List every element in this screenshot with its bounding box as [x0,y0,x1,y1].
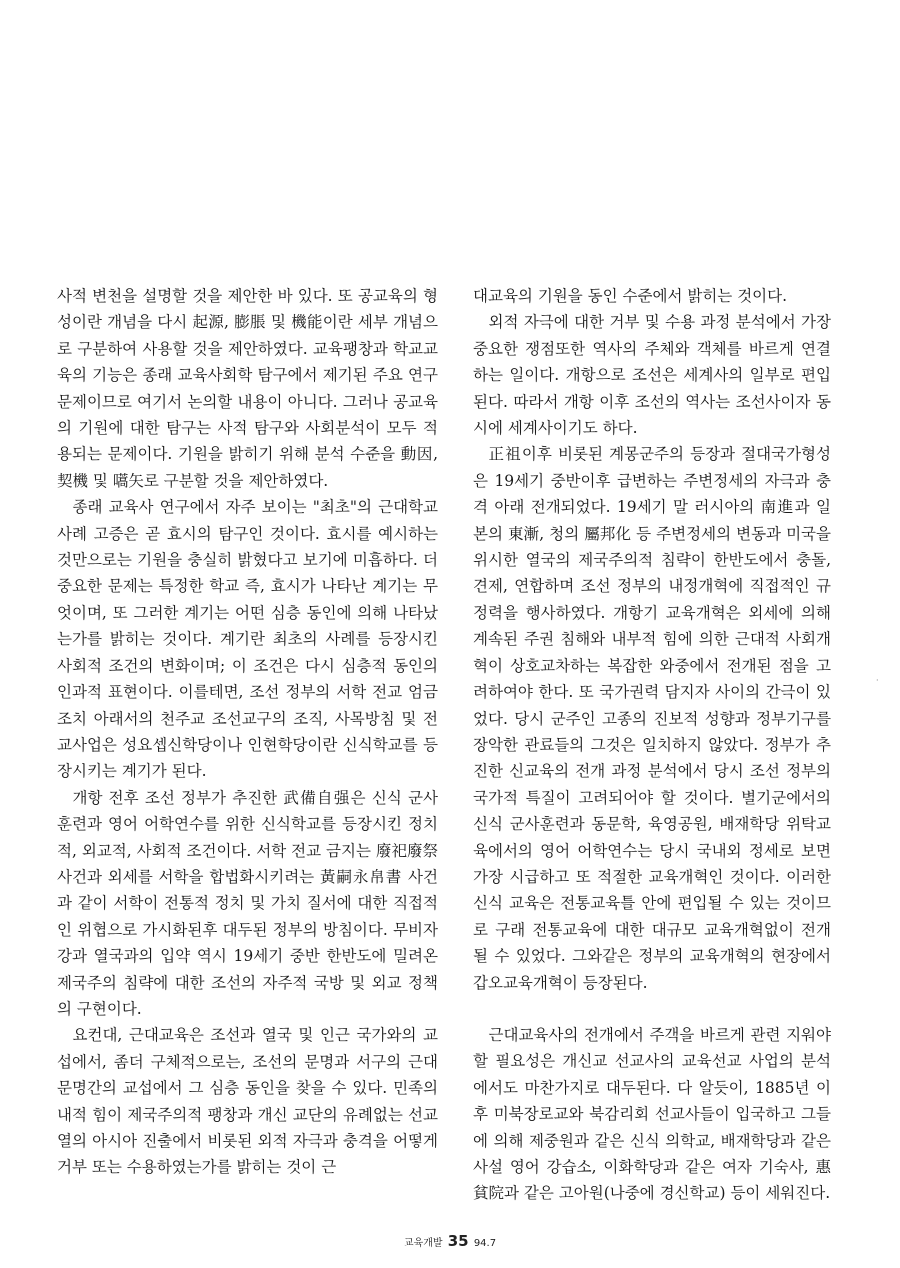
paragraph: 종래 교육사 연구에서 자주 보이는 "최초"의 근대학교 사례 고증은 곧 효시의 탐구인 것이다. 효시를 예시하는 것만으로는 기원을 충실히 밝혔다고 보기에 미흡하다. 더 중요한 문제는 특정한 학교 즉, 효시가 나타난 계기는 무엇이며, 또 그러한 계기는 어떤 심층 동인에 의해 나타났는가를 밝히는 것이다. 계기란 최초의 사례를 등장시킨 사회적 조건의 변화이며; 이 조건은 다시 심층적 동인의 인과적 표현이다. 이를테면, 조선 정부의 서학 전교 엄금 조치 아래서의 천주교 조선교구의 조직, 사목방침 및 전교사업은 성요셉신학당이나 인현학당이란 신식학교를 등장시키는 계기가 된다. [57,498,438,781]
paragraph: 대교육의 기원을 동인 수준에서 밝히는 것이다. [473,287,788,305]
page-footer [0,1232,900,1250]
paragraph: 근대교육사의 전개에서 주객을 바르게 관련 지워야할 필요성은 개신교 선교사의 교육선교 사업의 분석에서도 마찬가지로 대두된다. 다 알듯이, 1885년 이후 미북장로교와 북감리회 선교사들이 입국하고 그들에 의해 제중원과 같은 신식 의학교, 배재학당과 같은 사설 영어 강습소, 이화학당과 같은 여자 기숙사, 惠貧院과 같은 고아원(나중에 경신학교) 등이 세워진다. [473,1025,831,1203]
paragraph: 사적 변천을 설명할 것을 제안한 바 있다. 또 공교육의 형성이란 개념을 다시 起源, 膨脹 및 機能이란 세부 개념으로 구분하여 사용할 것을 제안하였다. 교육팽창과 학교교육의 기능은 종래 교육사회학 탐구에서 제기된 주요 연구 문제이므로 여기서 논의할 내용이 아니다. 그러나 공교육의 기원에 대한 탐구는 사적 탐구와 사회분석이 모두 적용되는 문제이다. 기원을 밝히기 위해 분석 수준을 動因, 契機 및 嚆矢로 구분할 것을 제안하였다. [57,287,438,490]
scan-speck: · [876,676,879,685]
right-column [473,283,831,1207]
journal-name: 교육개발 [403,1238,443,1249]
paragraph: 외적 자극에 대한 거부 및 수용 과정 분석에서 가장 중요한 쟁점또한 역사의 주체와 객체를 바르게 연결하는 일이다. 개항으로 조선은 세계사의 일부로 편입된다. 따라서 개항 이후 조선의 역사는 조선사이자 동시에 세계사이기도 하다. [473,313,831,438]
left-column [57,283,438,1181]
issue-number: 94.7 [473,1238,497,1249]
paragraph: 요컨대, 근대교육은 조선과 열국 및 인근 국가와의 교섭에서, 좀더 구체적으로는, 조선의 문명과 서구의 근대문명간의 교섭에서 그 심층 동인을 찾을 수 있다. 민족의 내적 힘이 제국주의적 팽창과 개신 교단의 유례없는 선교열의 아시아 진출에서 비롯된 외적 자극과 충격을 어떻게 거부 또는 수용하였는가를 밝히는 것이 근 [57,1026,438,1177]
paragraph: 개항 전후 조선 정부가 추진한 武備自强은 신식 군사훈련과 영어 어학연수를 위한 신식학교를 등장시킨 정치적, 외교적, 사회적 조건이다. 서학 전교 금지는 廢祀廢祭 사건과 외세를 서학을 합법화시키려는 黃嗣永帛書 사건과 같이 서학이 전통적 정치 및 가치 질서에 대한 직접적인 위협으로 가시화된후 대두된 정부의 방침이다. 무비자강과 열국과의 입약 역시 19세기 중반 한반도에 밀려온 제국주의 침략에 대한 조선의 자주적 국방 및 외교 정책의 구현이다. [57,788,438,1018]
page-number: 35 [447,1232,469,1250]
paragraph: 正祖이후 비롯된 계몽군주의 등장과 절대국가형성은 19세기 중반이후 급변하는 주변정세의 자극과 충격 아래 전개되었다. 19세기 말 러시아의 南進과 일본의 東漸, 청의 屬邦化 등 주변정세의 변동과 미국을 위시한 열국의 제국주의적 침략이 한반도에서 충돌, 견제, 연합하며 조선 정부의 내정개혁에 직접적인 규정력을 행사하였다. 개항기 교육개혁은 외세에 의해 계속된 주권 침해와 내부적 힘에 의한 근대적 사회개혁이 상호교차하는 복잡한 와중에서 전개된 점을 고려하여야 한다. 또 국가권력 담지자 사이의 간극이 있었다. 당시 군주인 고종의 진보적 성향과 정부기구를 장악한 관료들의 그것은 일치하지 않았다. 정부가 추진한 신교육의 전개 과정 분석에서 당시 조선 정부의 국가적 특질이 고려되어야 할 것이다. 별기군에서의 신식 군사훈련과 동문학, 육영공원, 배재학당 위탁교육에서의 영어 어학연수는 당시 국내외 정세로 보면 가장 시급하고 또 적절한 교육개혁인 것이다. 이러한 신식 교육은 전통교육틀 안에 편입될 수 있는 것이므로 구래 전통교육에 대한 대규모 교육개혁없이 전개될 수 있었다. 그와같은 정부의 교육개혁의 현장에서 갑오교육개혁이 등장된다. [473,445,831,992]
